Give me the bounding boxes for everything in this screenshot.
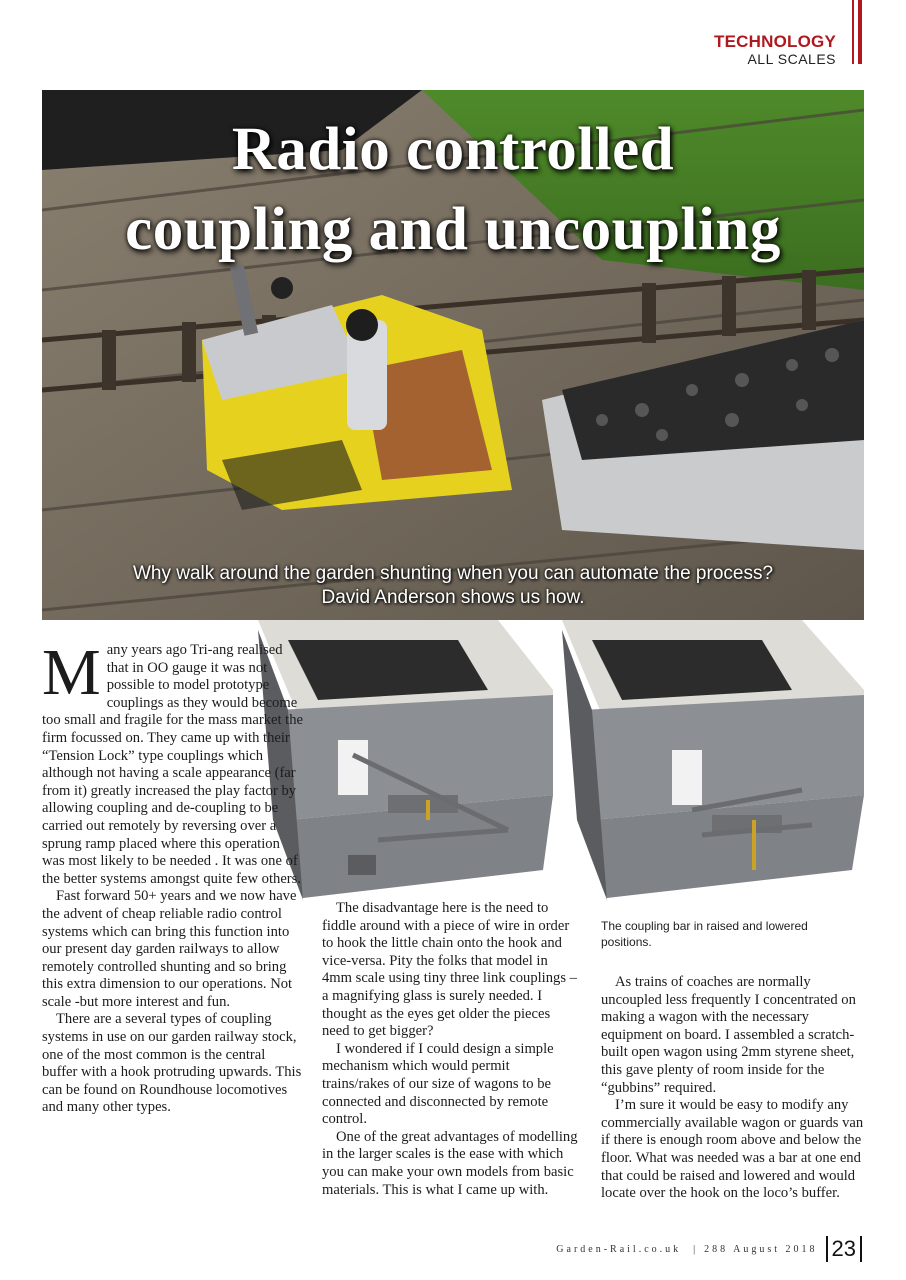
edge-bar [858, 0, 862, 64]
body-column-3 [601, 974, 865, 1203]
body-paragraph: The disadvantage here is the need to fiddle around with a piece of wire in order to hook the little chain onto the hook and vice-versa. Pity the folks that model in 4mm scale using tiny three link couplings – a magnifying glass is surely needed. I thought as the eyes get older the pieces need to get bigger? [322, 900, 577, 1040]
edge-bar-thin [852, 0, 854, 64]
photo-caption: The coupling bar in raised and lowered positions. [601, 919, 808, 949]
standfirst [42, 562, 864, 610]
body-paragraph: As trains of coaches are normally uncoupled less frequently I concentrated on making a wagon with the necessary equipment on board. I assembled a scratch-built open wagon using 2mm styrene sheet, this gave plenty of room inside for the “gubbins” required. [601, 974, 856, 1096]
body-paragraph: Fast forward 50+ years and we now have the advent of cheap reliable radio control systems which can bring this function into our present day garden railways to allow remotely controlled shunting and so bring this extra dimension to our operations. Not scale -but more interest and fun. [42, 888, 297, 1010]
page-number: 23 [826, 1236, 862, 1262]
headline [42, 110, 864, 270]
footer-issue: 288 August 2018 [704, 1243, 818, 1255]
body-column-1 [42, 636, 304, 1117]
body-column-2 [322, 900, 580, 1199]
body-paragraph: One of the great advantages of modelling in the larger scales is the ease with which you can make your own models from basic materials. This is what I came up with. [322, 1128, 578, 1198]
hero-photo [42, 90, 864, 620]
section-scale: ALL SCALES [747, 51, 836, 67]
standfirst-line2: David Anderson shows us how. [321, 587, 585, 608]
body-paragraph: Many years ago Tri-ang realised that in OO gauge it was not possible to model prototype couplings as they would become too small and fragile for the mass market the firm focussed on. They came up with their “Tension Lock” type couplings which although not having a scale appearance (far from it) greatly increased the play factor by allowing coupling and de-coupling to be carried out remotely by reversing over a sprung ramp placed where this operation was most likely to be needed . It was one of the better systems amongst quite few others. [42, 636, 303, 887]
body-paragraph: I’m sure it would be easy to modify any commercially available wagon or guards van if there is enough room above and below the floor. What was needed was a bar at one end that could be raised and lowered and would locate over the hook on the loco’s buffer. [601, 1097, 864, 1202]
body-paragraph: There are a several types of coupling systems in use on our garden railway stock, one of the most common is the central buffer with a hook protruding upwards. This can be found on Roundhouse locomotives and many other types. [42, 1011, 302, 1116]
footer-site: Garden-Rail.co.uk [556, 1243, 682, 1255]
standfirst-line1: Why walk around the garden shunting when you can automate the process? [132, 563, 774, 584]
headline-line1: Radio controlled [231, 116, 675, 183]
section-category: TECHNOLOGY [714, 32, 836, 51]
photo-coupling-lowered [562, 620, 864, 900]
drop-cap: M [42, 636, 101, 709]
body-paragraph: I wondered if I could design a simple mechanism which would permit trains/rakes of our size of wagons to be connected and disconnected by remote control. [322, 1040, 554, 1128]
page-footer [556, 1236, 862, 1262]
section-tag [714, 33, 836, 66]
headline-line2: coupling and uncoupling [125, 196, 781, 263]
footer-separator: | [693, 1243, 699, 1255]
